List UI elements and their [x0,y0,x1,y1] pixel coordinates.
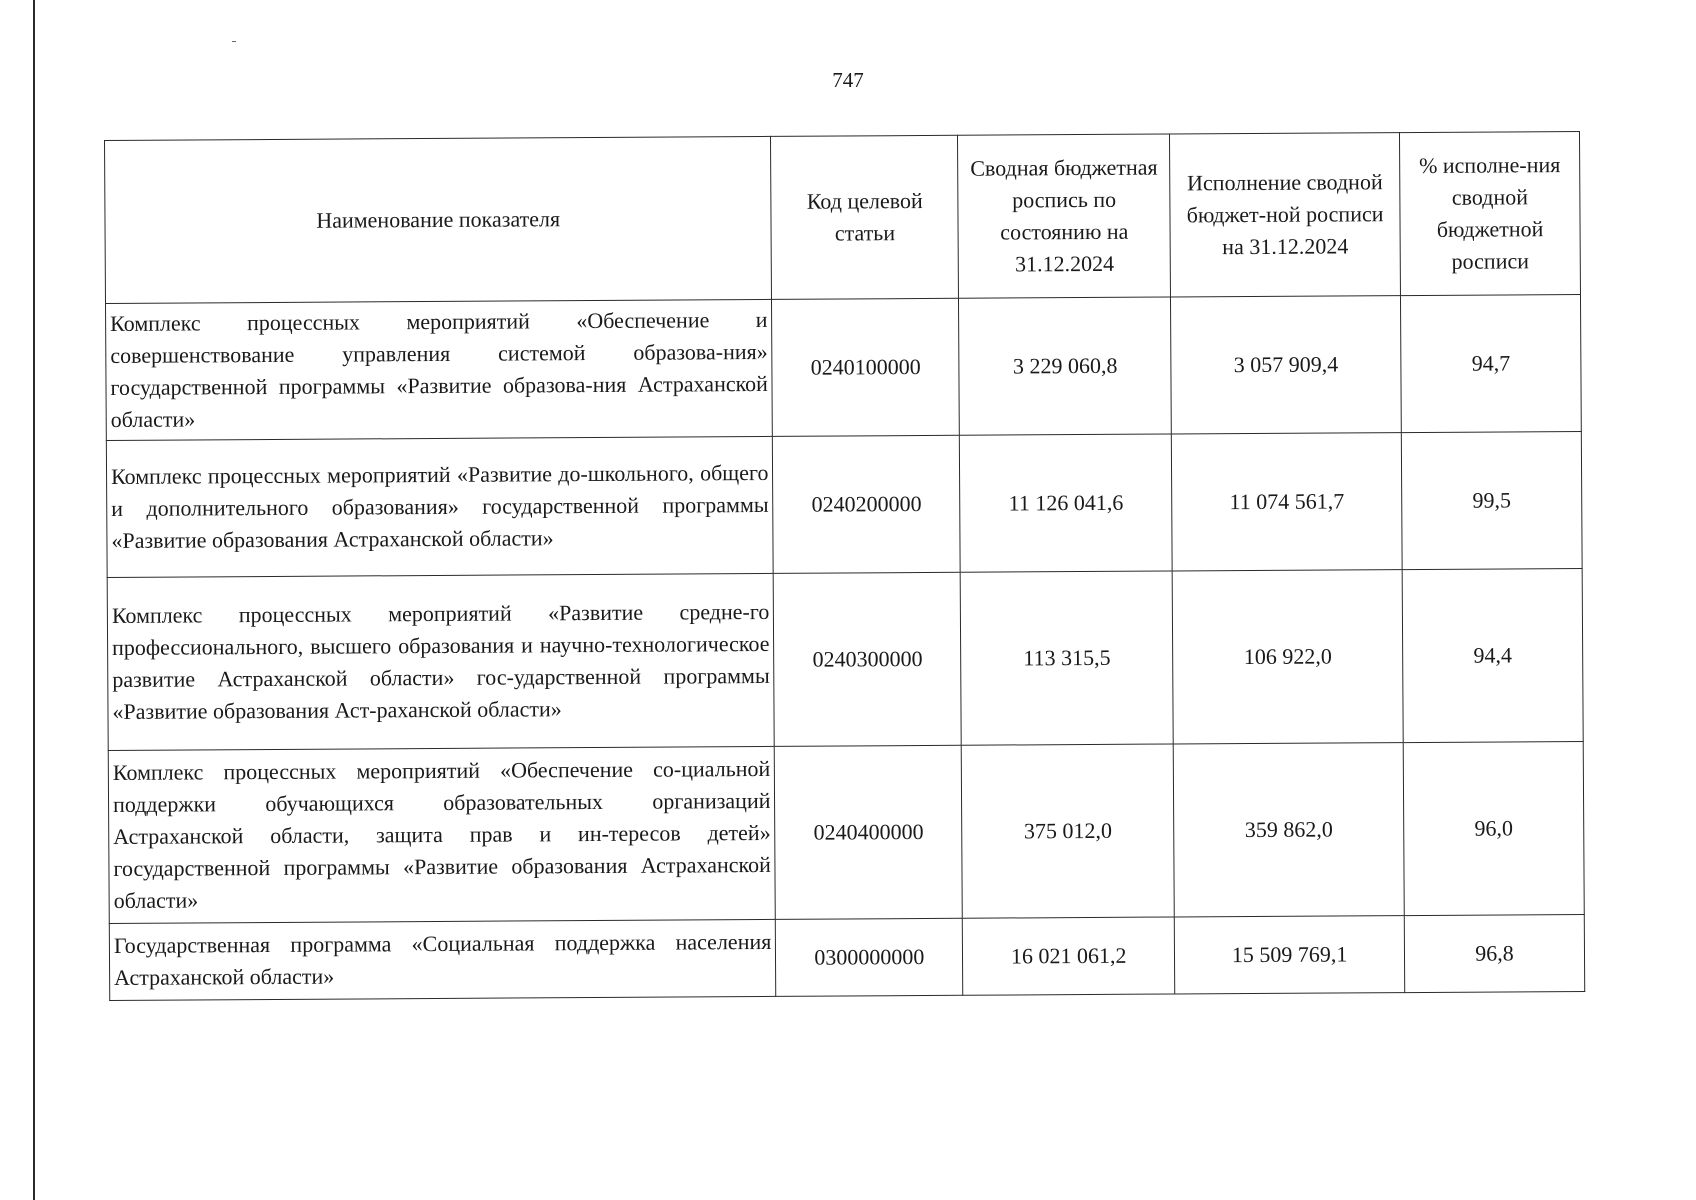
table-row [105,294,1581,440]
header-budget-plan: Сводная бюджетная роспись по состоянию на 31.12.2024 [958,134,1171,298]
page-number [0,68,1696,93]
budget-plan-cell: 113 315,5 [960,571,1173,745]
target-code-cell: 0240100000 [772,298,960,436]
target-code-cell: 0240300000 [774,572,962,746]
page-edge-rule [33,0,35,1200]
indicator-name-cell: Комплекс процессных мероприятий «Развитие до-школьного, общего и дополнительного образования» государственной программы «Развитие образования Астраханской области» [106,436,773,577]
execution-percent-cell: 94,4 [1402,568,1583,742]
execution-percent-cell: 96,0 [1403,741,1584,915]
target-code-cell: 0240200000 [773,435,961,573]
execution-percent-cell: 94,7 [1401,294,1582,432]
table-row [108,741,1584,923]
budget-plan-cell: 3 229 060,8 [959,297,1172,435]
execution-percent-cell: 96,8 [1404,914,1584,992]
header-budget-execution: Исполнение сводной бюджет-ной росписи на 31.12.2024 [1170,133,1401,297]
indicator-name-cell: Государственная программа «Социальная поддержка населения Астраханской области» [109,919,776,1000]
header-indicator-name: Наименование показателя [105,136,772,303]
budget-execution-cell: 3 057 909,4 [1171,296,1402,434]
budget-execution-cell: 106 922,0 [1172,570,1403,744]
budget-plan-cell: 11 126 041,6 [960,434,1173,572]
execution-percent-cell: 99,5 [1401,431,1582,569]
header-execution-percent: % исполне-ния сводной бюджетной росписи [1400,131,1581,295]
table-row [107,568,1583,750]
target-code-cell: 0240400000 [775,745,963,919]
budget-execution-cell: 11 074 561,7 [1172,433,1403,571]
indicator-name-cell: Комплекс процессных мероприятий «Обеспечение со-циальной поддержки обучающихся образовательных организаций Астраханской области, защита прав и ин-тересов детей» государственной программы «Развитие образования Астраханской области» [108,746,775,923]
budget-execution-cell: 359 862,0 [1173,743,1404,917]
budget-execution-table [104,131,1585,1001]
table-row [106,431,1582,577]
indicator-name-cell: Комплекс процессных мероприятий «Обеспечение и совершенствование управления системой образова-ния» государственной программы «Развитие образова-ния Астраханской области» [105,299,772,440]
scan-speck [232,41,236,42]
budget-plan-cell: 16 021 061,2 [963,917,1175,995]
table-row [109,914,1584,1000]
indicator-name-cell: Комплекс процессных мероприятий «Развитие средне-го профессионального, высшего образования и научно-технологическое развитие Астраханской области» гос-ударственной программы «Развитие образования Аст-раханской области» [107,573,774,750]
header-target-code: Код целевой статьи [771,135,959,299]
page-number-text: 747 [832,68,864,92]
target-code-cell: 0300000000 [776,918,963,996]
budget-execution-cell: 15 509 769,1 [1174,916,1404,994]
table-header-row [105,131,1581,303]
budget-plan-cell: 375 012,0 [962,744,1175,918]
